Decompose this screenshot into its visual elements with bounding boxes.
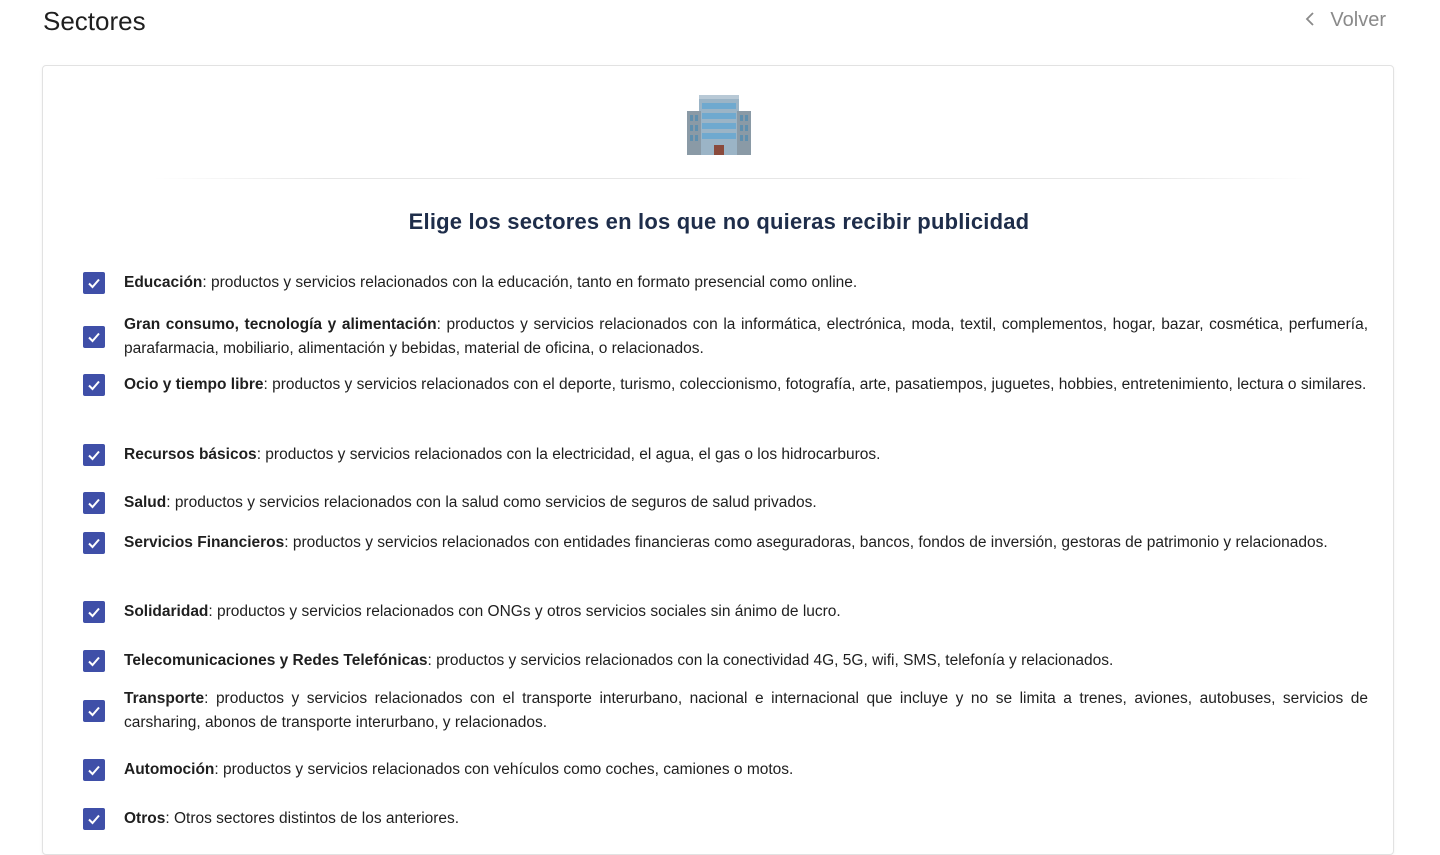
sector-text [124, 313, 1368, 361]
sector-description: : Otros sectores distintos de los anteriores. [165, 810, 460, 827]
sector-name: Salud [124, 494, 167, 511]
checkbox-servicios-financieros[interactable] [83, 532, 105, 554]
sector-item-ocio [83, 373, 1368, 397]
sector-name: Automoción [124, 761, 215, 778]
checkbox-gran-consumo[interactable] [83, 326, 105, 348]
sectors-card [42, 65, 1394, 855]
check-icon [86, 811, 102, 827]
sector-text [124, 600, 841, 624]
sector-text [124, 373, 1366, 397]
sector-text [124, 758, 793, 782]
page-title: Sectores [43, 6, 146, 36]
sector-text [124, 807, 459, 831]
checkbox-educacion[interactable] [83, 272, 105, 294]
check-icon [86, 653, 102, 669]
checkbox-solidaridad[interactable] [83, 601, 105, 623]
sector-name: Servicios Financieros [124, 534, 285, 551]
check-icon [86, 495, 102, 511]
sector-name: Gran consumo, tecnología y alimentación [124, 316, 437, 333]
sector-name: Telecomunicaciones y Redes Telefónicas [124, 652, 428, 669]
sector-text [124, 491, 817, 515]
sector-name: Recursos básicos [124, 446, 257, 463]
sector-description: : productos y servicios relacionados con la educación, tanto en formato presencial como online. [202, 274, 858, 291]
sector-item-solidaridad [83, 600, 1368, 624]
checkbox-otros[interactable] [83, 808, 105, 830]
sector-item-servicios-financieros [83, 531, 1368, 555]
checkbox-automocion[interactable] [83, 759, 105, 781]
section-heading: Elige los sectores en los que no quieras recibir publicidad [408, 209, 1030, 234]
sector-item-transporte [83, 687, 1368, 735]
sector-item-educacion [83, 271, 1368, 295]
checkbox-ocio[interactable] [83, 374, 105, 396]
check-icon [86, 275, 102, 291]
sector-text [124, 687, 1368, 735]
checkbox-salud[interactable] [83, 492, 105, 514]
sector-name: Transporte [124, 690, 205, 707]
check-icon [86, 535, 102, 551]
sector-text [124, 271, 857, 295]
sector-text [124, 443, 880, 467]
sector-description: : productos y servicios relacionados con la salud como servicios de seguros de salud privados. [166, 494, 817, 511]
back-label: Volver [1330, 9, 1386, 31]
sector-item-automocion [83, 758, 1368, 782]
sector-item-recursos-basicos [83, 443, 1368, 467]
sector-description: : productos y servicios relacionados con entidades financieras como aseguradoras, bancos, fondos de inversión, gestoras de patrimonio y relacionados. [284, 534, 1328, 551]
sector-item-salud [83, 491, 1368, 515]
check-icon [86, 329, 102, 345]
sector-description: : productos y servicios relacionados con la electricidad, el agua, el gas o los hidrocarburos. [256, 446, 881, 463]
sector-item-telecomunicaciones [83, 649, 1368, 673]
top-bar [0, 0, 1440, 56]
checkbox-recursos-basicos[interactable] [83, 444, 105, 466]
check-icon [86, 762, 102, 778]
check-icon [86, 447, 102, 463]
sector-name: Ocio y tiempo libre [124, 376, 264, 393]
check-icon [86, 604, 102, 620]
sector-description: : productos y servicios relacionados con el transporte interurbano, nacional e internacional que incluye y no se limita a trenes, aviones, autobuses, servicios de carsharing, abonos de transporte interurbano, y relacionados. [124, 690, 1368, 731]
chevron-left-icon [1304, 11, 1316, 31]
sector-description: : productos y servicios relacionados con el deporte, turismo, coleccionismo, fotografía, arte, pasatiempos, juguetes, hobbies, entretenimiento, lectura o similares. [263, 376, 1367, 393]
sector-description: : productos y servicios relacionados con la informática, electrónica, moda, textil, complementos, hogar, bazar, cosmética, perfumería, parafarmacia, mobiliario, alimentación y bebidas, material de oficina, o relacionados. [124, 316, 1369, 357]
check-icon [86, 703, 102, 719]
sector-text [124, 649, 1113, 673]
sector-name: Solidaridad [124, 603, 209, 620]
checkbox-transporte[interactable] [83, 700, 105, 722]
sector-description: : productos y servicios relacionados con la conectividad 4G, 5G, wifi, SMS, telefonía y relacionados. [427, 652, 1114, 669]
sector-item-otros [83, 807, 1368, 831]
sector-name: Educación [124, 274, 203, 291]
sector-text [124, 531, 1328, 555]
check-icon [86, 377, 102, 393]
divider [153, 178, 1313, 179]
checkbox-telecomunicaciones[interactable] [83, 650, 105, 672]
building-icon [687, 95, 751, 155]
sector-name: Otros [124, 810, 166, 827]
sector-description: : productos y servicios relacionados con vehículos como coches, camiones o motos. [214, 761, 794, 778]
back-button[interactable] [1304, 9, 1386, 32]
sector-item-gran-consumo [83, 313, 1368, 361]
sector-description: : productos y servicios relacionados con ONGs y otros servicios sociales sin ánimo de lucro. [208, 603, 841, 620]
